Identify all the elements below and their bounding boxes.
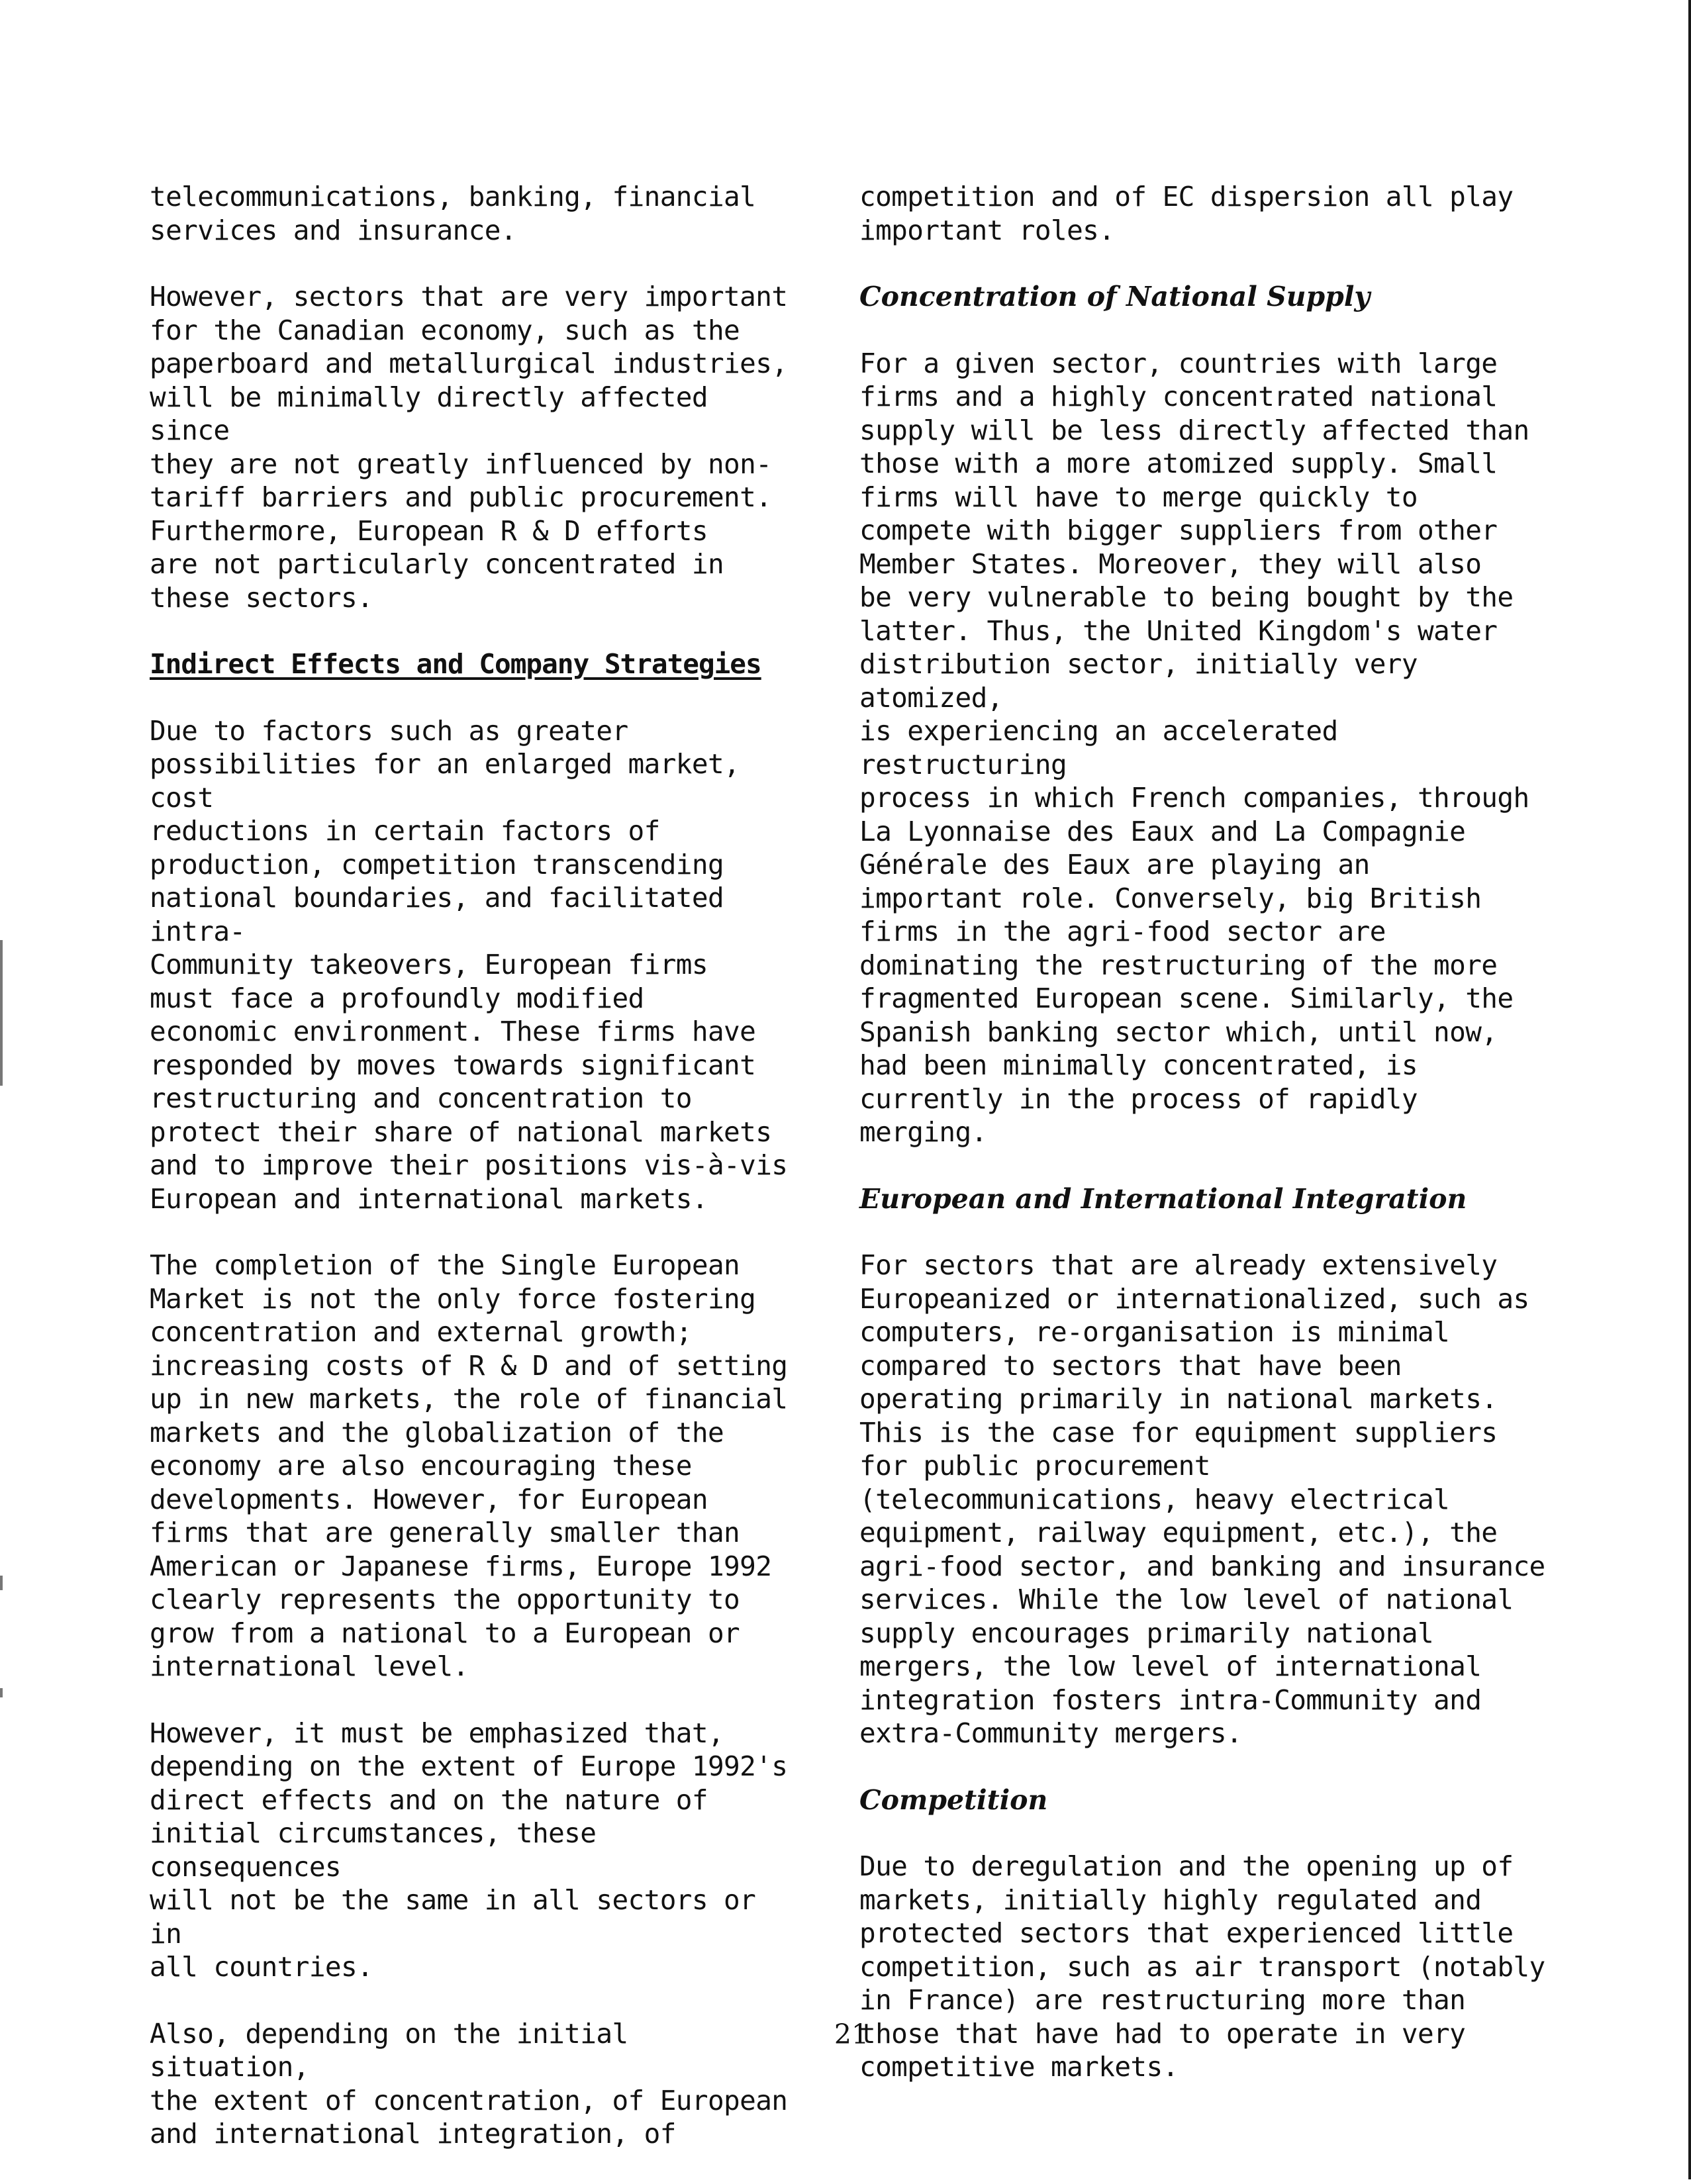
subheading-integration: European and International Integration [859,1182,1467,1215]
left-paragraph-4: The completion of the Single European Market is not the only force fostering concentration and external growth; increasing costs of R & D and of setting up in new markets, the role of financial markets and the globalization of the economy are also encouraging these developments. However, for European firms that are generally smaller than American or Japanese firms, Europe 1992 clearly represents the opportunity to grow from a national to a European or international level. [150,1249,788,1682]
left-paragraph-5: However, it must be emphasized that, depending on the extent of Europe 1992's direct effects and on the nature of initial circumstances, these consequences will not be the same in all sectors or in all countries. [150,1717,788,1983]
left-paragraph-3: Due to factors such as greater possibilities for an enlarged market, cost reductions in certain factors of production, competition transcending national boundaries, and facilitated intra- Community takeovers, European firms must face a profoundly modified economic environment. These firms have responded by moves towards significant restructuring and concentration to protect their share of national markets and to improve their positions vis-à-vis European and international markets. [150,714,788,1215]
left-paragraph-2: However, sectors that are very important for the Canadian economy, such as the paperboard and metallurgical industries, will be minimally directly affected since they are not greatly influenced by non- tariff barriers and public procurement. Furthermore, European R & D efforts are not particularly concentrated in these sectors. [150,281,788,614]
subheading-concentration: Concentration of National Supply [859,281,1371,312]
subheading-competition: Competition [859,1783,1048,1816]
page-number: 21 [834,2018,869,2050]
left-paragraph-1: telecommunications, banking, financial services and insurance. [150,181,756,246]
scan-edge-mark [0,1576,3,1590]
right-paragraph-4: Due to deregulation and the opening up of markets, initially highly regulated and protected sectors that experienced little competition, such as air transport (notably in France) are restructuring more than those that have had to operate in very competitive markets. [859,1850,1545,2083]
page-edge-rule [1688,0,1691,2179]
left-column [150,180,798,2184]
right-paragraph-3: For sectors that are already extensively Europeanized or internationalized, such as computers, re-organisation is minimal compared to sectors that have been operating primarily in national markets. This is the case for equipment suppliers for public procurement (telecommunications, heavy electrical equipment, railway equipment, etc.), the agri-food sector, and banking and insurance services. While the low level of national supply encourages primarily national mergers, the low level of international integration fosters intra-Community and extra-Community mergers. [859,1249,1545,1749]
right-column [859,180,1548,2117]
scan-edge-mark [0,1688,3,1697]
right-paragraph-1: competition and of EC dispersion all play important roles. [859,181,1514,246]
left-paragraph-6: Also, depending on the initial situation, the extent of concentration, of European and international integration, of [150,2017,788,2150]
right-paragraph-2: For a given sector, countries with large firms and a highly concentrated national supply will be less directly affected than those with a more atomized supply. Small firms will have to merge quickly to compete with bigger suppliers from other Member States. Moreover, they will also be very vulnerable to being bought by the latter. Thus, the United Kingdom's water distribution sector, initially very atomized, is experiencing an accelerated restructuring process in which French companies, through La Lyonnaise des Eaux and La Compagnie Générale des Eaux are playing an important role. Conversely, big British firms in the agri-food sector are dominating the restructuring of the more fragmented European scene. Similarly, the Spanish banking sector which, until now, had been minimally concentrated, is currently in the process of rapidly merging. [859,347,1529,1148]
section-heading-indirect-effects: Indirect Effects and Company Strategies [150,648,761,680]
scan-edge-mark [0,940,3,1086]
